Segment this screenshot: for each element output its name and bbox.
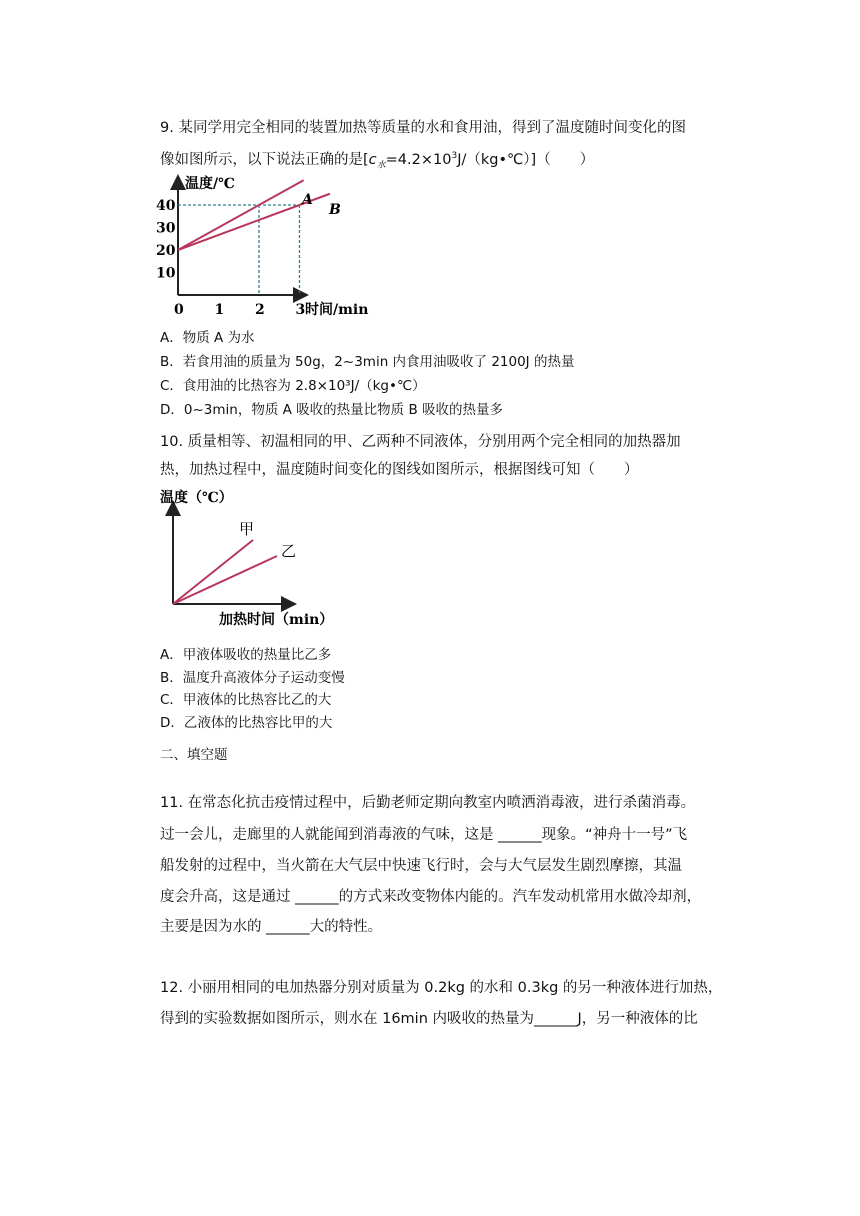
q9-stem-line1: 9. 某同学用完全相同的装置加热等质量的水和食用油，得到了温度随时间变化的图 — [160, 120, 686, 136]
y-tick-label: 10 — [156, 265, 176, 282]
q9-temperature-time-graph — [155, 168, 385, 318]
q11-line3: 船发射的过程中，当火箭在大气层中快速飞行时，会与大气层发生剧烈摩擦，其温 — [160, 858, 682, 874]
q10-option-b: B．温度升高液体分子运动变慢 — [160, 670, 345, 686]
q10-option-d: D．乙液体的比热容比甲的大 — [160, 715, 333, 731]
x-tick-label: 0 — [174, 302, 184, 318]
q10-option-c: C．甲液体的比热容比乙的大 — [160, 692, 332, 708]
y-tick-label: 30 — [156, 220, 176, 237]
q9-option-b: B．若食用油的质量为 50g，2~3min 内食用油吸收了 2100J 的热量 — [160, 354, 575, 370]
q10-stem-line2: 热，加热过程中，温度随时间变化的图线如图所示，根据图线可知（ ） — [160, 462, 639, 478]
x-axis-label: 时间/min — [305, 302, 369, 318]
series-label-yi: 乙 — [281, 542, 297, 560]
y-tick-label: 20 — [156, 243, 176, 259]
q11-line5: 主要是因为水的 ______大的特性。 — [160, 919, 383, 935]
x-tick-label: 2 — [255, 302, 265, 318]
section-heading-fill-in-blank: 二、填空题 — [160, 747, 228, 763]
series-label-b: B — [329, 202, 341, 218]
q9-option-c: C．食用油的比热容为 2.8×10³J/（kg•℃） — [160, 378, 426, 394]
q11-line1: 11. 在常态化抗击疫情过程中，后勤老师定期向教室内喷洒消毒液，进行杀菌消毒。 — [160, 795, 696, 811]
series-label-jia: 甲 — [239, 520, 255, 538]
q9-stem-line2: 像如图所示，以下说法正确的是$[c_水=4.2\times 10^3J/(kg•℃)]$（ ） — [160, 151, 595, 171]
q11-line4: 度会升高，这是通过 ______的方式来改变物体内能的。汽车发动机常用水做冷却剂， — [160, 889, 702, 905]
q10-temperature-time-graph — [155, 488, 345, 628]
q10-option-a: A．甲液体吸收的热量比乙多 — [160, 647, 332, 663]
x-tick-label: 1 — [214, 302, 225, 318]
y-axis-label: 温度（℃） — [160, 490, 233, 506]
q10-stem-line1: 10. 质量相等、初温相同的甲、乙两种不同液体，分别用两个完全相同的加热器加 — [160, 434, 681, 450]
x-tick-label: 3 — [295, 302, 306, 318]
q9-option-a: A．物质 A 为水 — [160, 330, 255, 346]
q11-line2: 过一会儿，走廊里的人就能闻到消毒液的气味，这是 ______现象。“神舟十一号”飞 — [160, 827, 688, 843]
x-axis-label: 加热时间（min） — [219, 612, 334, 628]
q12-line1: 12. 小丽用相同的电加热器分别对质量为 0.2kg 的水和 0.3kg 的另一种液体进行加热， — [160, 980, 723, 996]
series-label-a: A — [302, 192, 313, 208]
q9-option-d: D．0~3min，物质 A 吸收的热量比物质 B 吸收的热量多 — [160, 402, 504, 418]
y-tick-label: 40 — [156, 198, 176, 214]
y-axis-label: 温度/℃ — [185, 176, 235, 192]
q12-line2: 得到的实验数据如图所示，则水在 16min 内吸收的热量为______J，另一种液体的比 — [160, 1011, 698, 1027]
